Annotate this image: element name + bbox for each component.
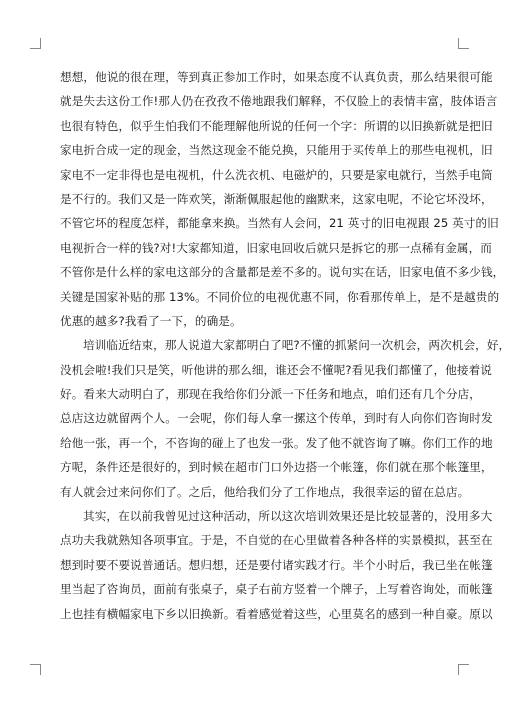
paragraph-1	[60, 65, 505, 333]
text-line: 也很有特色，似乎生怕我们不能理解他所说的任何一个字：所谓的以旧换新就是把旧	[60, 118, 493, 133]
paragraph-2	[60, 333, 510, 504]
text-line: 没机会啦!我们只是笑，听他讲的那么细，谁还会不懂呢?看见我们都懂了，他接着说	[60, 362, 492, 377]
crop-mark-bottom-right	[458, 664, 469, 675]
text-line: 里当起了咨询员，面前有张桌子，桌子右前方竖着一个牌子，上写着咨询处，而帐篷	[60, 582, 493, 597]
text-line: 有人就会过来问你们了。之后，他给我们分了工作地点，我很幸运的留在总店。	[60, 484, 470, 499]
text-line: 家电不一定非得也是电视机，什么洗衣机、电磁炉的，只要是家电就行，当然手电筒	[60, 167, 493, 182]
text-line: 就是失去这份工作!那人仍在孜孜不倦地跟我们解释，不仅脸上的表情丰富，肢体语言	[60, 94, 498, 109]
text-line: 总店这边就留两个人。一会呢，你们每人拿一摞这个传单，到时有人向你们咨询时发	[60, 411, 493, 426]
text-line: 其实，在以前我曾见过这种活动，所以这次培训效果还是比较显著的，没用多大	[83, 509, 493, 524]
text-line: 不管你是什么样的家电这部分的含量都是差不多的。说句实在话，旧家电值不多少钱，	[60, 265, 505, 280]
text-line: 优惠的越多?我看了一下，的确是。	[60, 313, 242, 328]
text-line: 想想，他说的很在理，等到真正参加工作时，如果态度不认真负责，那么结果很可能	[60, 70, 493, 84]
crop-mark-top-left	[30, 38, 41, 49]
crop-mark-bottom-left	[30, 664, 41, 675]
text-line: 关键是国家补贴的那 13%。不同价位的电视优惠不同，你看那传单上，是不是越贵的	[60, 289, 500, 304]
text-line: 方呢，条件还是很好的，到时候在超市门口外边搭一个帐篷，你们就在那个帐篷里，	[60, 460, 493, 475]
text-line: 上也挂有横幅家电下乡以旧换新。看着感觉着这些，心里莫名的感到一种自豪。原以	[60, 606, 493, 621]
text-line: 家电折合成一定的现金，当然这现金不能兑换，只能用于买传单上的那些电视机，旧	[60, 143, 493, 158]
text-line: 是不行的。我们又是一阵欢笑，渐渐佩服起他的幽默来，这家电呢，不论它坏没坏，	[60, 191, 493, 206]
paragraph-3	[60, 504, 493, 626]
text-line: 给他一张，再一个，不咨询的碰上了也发一张。发了他不就咨询了嘛。你们工作的地	[60, 435, 493, 450]
text-line: 培训临近结束，那人说道大家都明白了吧?不懂的抓紧问一次机会，两次机会，好，	[83, 338, 510, 353]
text-line: 好。看来大动明白了，那现在我给你们分派一下任务和地点，咱们还有几个分店，	[60, 387, 481, 402]
text-line: 点功夫我就熟知各项事宜。于是，不自觉的在心里做着各种各样的实景模拟，甚至在	[60, 533, 493, 548]
text-line: 电视折合一样的钱?对!大家都知道，旧家电回收后就只是拆它的那一点稀有金属，而	[60, 240, 492, 255]
document-body	[60, 65, 510, 626]
text-line: 不管它坏的程度怎样，都能拿来换。当然有人会问，21 英寸的旧电视跟 25 英寸的旧	[60, 216, 499, 231]
text-line: 想到时要不要说普通话。想归想，还是要付诸实践才行。半个小时后，我已坐在帐篷	[60, 557, 493, 572]
crop-mark-top-right	[458, 38, 469, 49]
